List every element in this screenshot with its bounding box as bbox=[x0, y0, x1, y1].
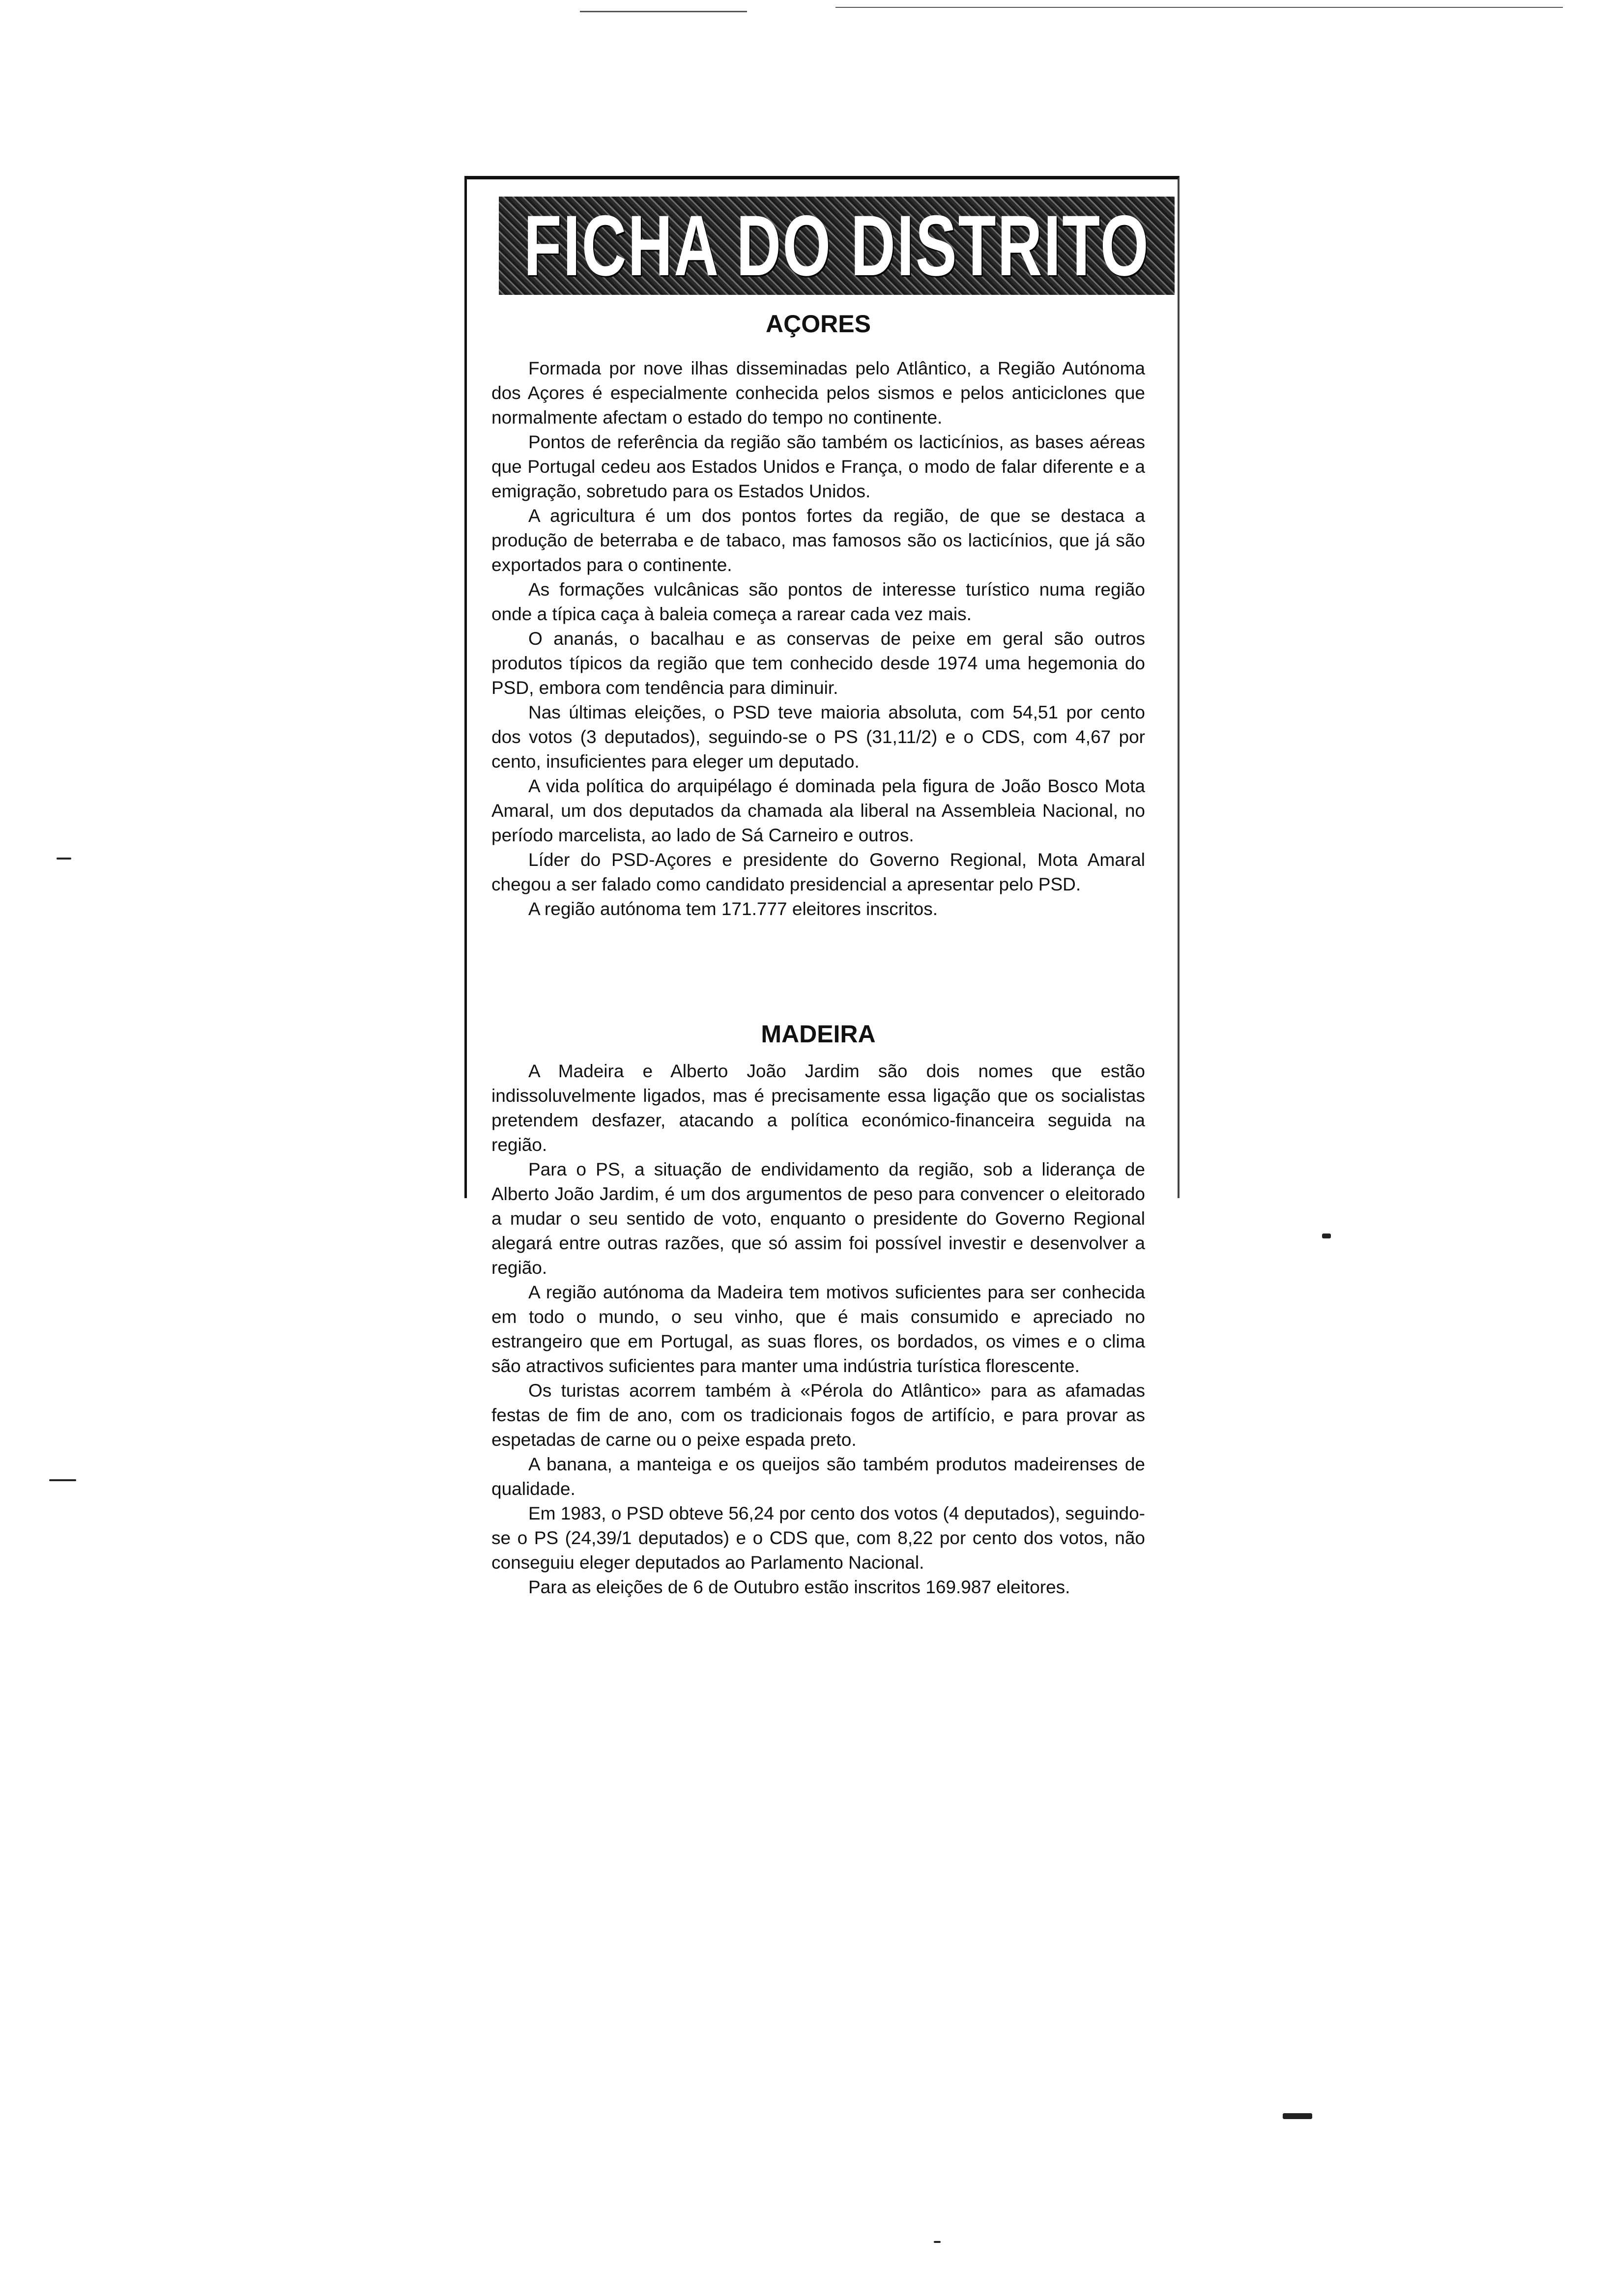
paragraph: A vida política do arquipélago é dominada pela figura de João Bosco Mota Amaral, um dos deputados da chamada ala liberal na Assembleia Nacional, no período marcelista, ao lado de Sá Carneiro e outros. bbox=[491, 776, 1145, 845]
paragraph: Pontos de referência da região são também os lacticínios, as bases aéreas que Portugal cedeu aos Estados Unidos e França, o modo de falar diferente e a emigração, sobretudo para os Estados Unidos. bbox=[491, 432, 1145, 501]
paragraph: Para as eleições de 6 de Outubro estão inscritos 169.987 eleitores. bbox=[528, 1577, 1070, 1597]
scan-top-rule-right bbox=[835, 7, 1563, 8]
paragraph: A agricultura é um dos pontos fortes da região, de que se destaca a produção de beterraba e de tabaco, mas famosos são os lacticínios, que já são exportados para o continente. bbox=[491, 506, 1145, 575]
paragraph: Formada por nove ilhas disseminadas pelo Atlântico, a Região Autónoma dos Açores é especialmente conhecida pelos sismos e pelos anticiclones que normalmente afectam o estado do tempo no continente. bbox=[491, 358, 1145, 428]
scan-speck bbox=[934, 2241, 941, 2243]
banner-title: FICHA DO DISTRITO bbox=[523, 198, 1150, 294]
paragraph: Nas últimas eleições, o PSD teve maioria absoluta, com 54,51 por cento dos votos (3 deputados), seguindo-se o PS (31,11/2) e o CDS, com 4,67 por cento, insuficientes para eleger um deputado. bbox=[491, 702, 1145, 772]
scan-speck bbox=[1283, 2113, 1312, 2119]
paragraph: Líder do PSD-Açores e presidente do Governo Regional, Mota Amaral chegou a ser falado como candidato presidencial a apresentar pelo PSD. bbox=[491, 850, 1145, 894]
scan-speck bbox=[57, 858, 71, 860]
scan-top-rule-left bbox=[580, 11, 747, 12]
paragraph: Para o PS, a situação de endividamento da região, sob a liderança de Alberto João Jardim, é um dos argumentos de peso para convencer o eleitorado a mudar o seu sentido de voto, enquanto o presidente do Governo Regional alegará entre outras razões, que só assim foi possível investir e desenvolver a região. bbox=[491, 1159, 1145, 1278]
paragraph: O ananás, o bacalhau e as conservas de peixe em geral são outros produtos típicos da região que tem conhecido desde 1974 uma hegemonia do PSD, embora com tendência para diminuir. bbox=[491, 629, 1145, 698]
article-madeira bbox=[491, 1059, 1145, 1600]
scan-speck bbox=[1322, 1234, 1331, 1238]
scan-speck bbox=[49, 1479, 76, 1481]
paragraph: A banana, a manteiga e os queijos são também produtos madeirenses de qualidade. bbox=[491, 1454, 1145, 1499]
section-heading-acores: AÇORES bbox=[766, 310, 871, 338]
paragraph: As formações vulcânicas são pontos de interesse turístico numa região onde a típica caça à baleia começa a rarear cada vez mais. bbox=[491, 579, 1145, 624]
paragraph: Em 1983, o PSD obteve 56,24 por cento dos votos (4 deputados), seguindo-se o PS (24,39/1 deputados) e o CDS que, com 8,22 por cento dos votos, não conseguiu eleger deputados ao Parlamento Nacional. bbox=[491, 1503, 1145, 1573]
paragraph: A Madeira e Alberto João Jardim são dois nomes que estão indissoluvelmente ligados, mas é precisamente essa ligação que os socialistas pretendem desfazer, atacando a política económico-financeira seguida na região. bbox=[491, 1061, 1145, 1155]
banner bbox=[499, 197, 1175, 295]
paragraph: Os turistas acorrem também à «Pérola do Atlântico» para as afamadas festas de fim de ano, com os tradicionais fogos de artifício, e para provar as espetadas de carne ou o peixe espada preto. bbox=[491, 1380, 1145, 1450]
paragraph: A região autónoma da Madeira tem motivos suficientes para ser conhecida em todo o mundo, o seu vinho, que é mais consumido e apreciado no estrangeiro que em Portugal, as suas flores, os bordados, os vimes e o clima são atractivos suficientes para manter uma indústria turística florescente. bbox=[491, 1282, 1145, 1376]
article-acores bbox=[491, 356, 1145, 921]
paragraph: A região autónoma tem 171.777 eleitores inscritos. bbox=[528, 899, 938, 919]
section-heading-madeira: MADEIRA bbox=[761, 1020, 876, 1048]
